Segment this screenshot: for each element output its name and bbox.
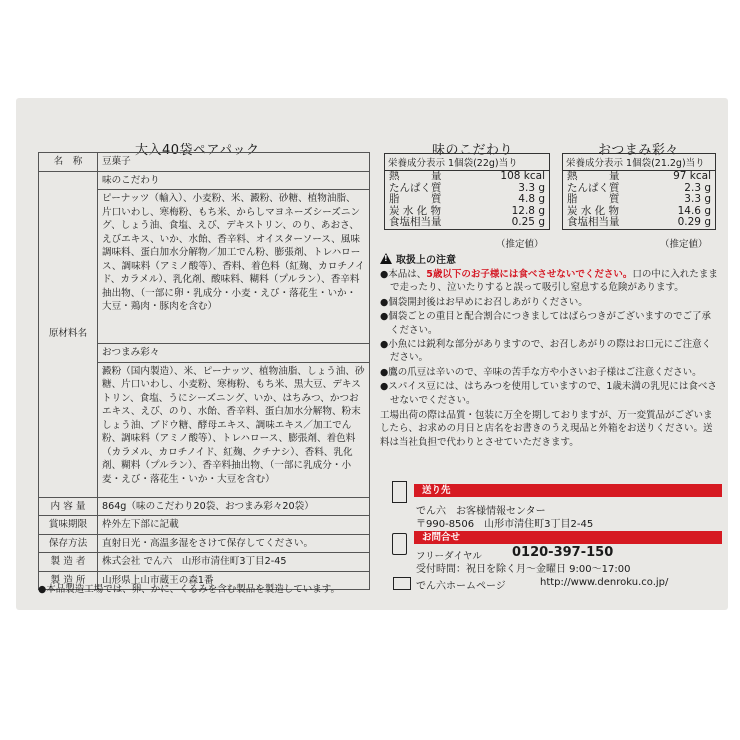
- sub2-ingredients: 澱粉（国内製造）、米、ピーナッツ、植物油脂、しょう油、砂糖、片口いわし、小麦粉、寒梅粉、もち米、黒大豆、デキストリン、食塩、うにシーズニング、いか、はちみつ、かつおエキス、えび、のり、水飴、香辛料、蛋白加水分解物、粉末しょう油、ブドウ糖、酵母エキス、調味エキス／加工でん粉、調味料（アミノ酸等）、トレハロース、膨張剤、着色料（カラメル、カロチノイド、紅麹、クチナシ）、香料、乳化剤、糊料（プルラン）、香辛料抽出物、（一部に乳成分・小麦・えび・落花生・いか・大豆を含む）: [102, 365, 365, 485]
- maker-label: 製 造 者: [39, 553, 98, 572]
- freedial-label: フリーダイヤル: [416, 551, 482, 562]
- name-label: 名 称: [39, 153, 98, 172]
- expiry-label: 賞味期限: [39, 516, 98, 535]
- warning-item: ●個袋ごとの重目と配合割合につきましてはばらつきがございますのでご了承ください。: [380, 311, 712, 336]
- factory-value: 山形県上山市蔵王の森1番: [98, 571, 370, 590]
- flavor2-title: おつまみ彩々: [598, 143, 679, 158]
- warning-title: 取扱上の注意: [396, 255, 456, 266]
- homepage-label: でん六ホームページ: [416, 581, 506, 592]
- factory-label: 製 造 所: [39, 571, 98, 590]
- phone-number: 0120-397-150: [512, 545, 614, 560]
- n1-row-label: 熱 量: [389, 170, 442, 182]
- flavor1-title: 味のこだわり: [432, 143, 514, 158]
- n1-row-label: たんぱく質: [389, 181, 442, 194]
- nutrition2-header: 栄養成分表示 1個袋(21.2g)当り: [563, 154, 715, 171]
- n1-row-value: 0.25 g: [511, 216, 545, 229]
- nutrition2-note: （推定値）: [660, 239, 708, 250]
- n2-row-label: 脂 質: [567, 193, 620, 206]
- storage-value: 直射日光・高温多湿をさけて保存してください。: [98, 534, 370, 553]
- warning-header: [380, 251, 720, 266]
- shipping-note: 工場出荷の際は品質・包装に万全を期しておりますが、万一変質品がございましたら、お求めの月日と店名をお書きのうえ現品と外箱をお送りください。送料は当社負担で代わりとさせていただきます。: [380, 410, 713, 448]
- warning-item: ●鷹の爪豆は辛いので、辛味の苦手な方や小さいお子様はご注意ください。: [380, 366, 702, 378]
- warning-item: ●スパイス豆には、はちみつを使用していますので、1歳未満の乳児には食べさせないでください。: [380, 381, 717, 406]
- n2-row-value: 3.3 g: [684, 193, 711, 206]
- n2-row-value: 14.6 g: [677, 204, 711, 217]
- storage-label: 保存方法: [39, 534, 98, 553]
- n1-row-label: 食塩相当量: [389, 216, 442, 229]
- warning-item: ●小魚には鋭利な部分がありますので、お召しあがりの際はお口元にご注意ください。: [380, 339, 712, 364]
- n2-row-value: 2.3 g: [684, 181, 711, 194]
- name-value: 豆菓子: [98, 153, 370, 172]
- handling-warnings: [380, 251, 720, 449]
- sub2-title: おつまみ彩々: [98, 344, 369, 363]
- office-hours: 受付時間：祝日を除く月～金曜日 9:00～17:00: [416, 564, 631, 575]
- sub1-title: 味のこだわり: [98, 172, 369, 191]
- n2-row-label: 炭 水 化 物: [567, 204, 620, 217]
- nutrition-box-1: [384, 153, 550, 230]
- warning-item: ●本品は、5歳以下のお子様には食べさせないでください。口の中に入れたままで走ったり、泣いたりすると誤って吸引し窒息する危険があります。: [380, 269, 718, 294]
- nutrition1-note: （推定値）: [496, 239, 544, 250]
- phone-icon: [392, 533, 407, 555]
- n1-row-label: 脂 質: [389, 193, 442, 206]
- main-title: 大入40袋ペアパック: [135, 143, 260, 158]
- n2-row-label: たんぱく質: [567, 181, 620, 194]
- maker-value: 株式会社 でん六 山形市清住町3丁目2-45: [98, 553, 370, 572]
- nutrition1-header: 栄養成分表示 1個袋(22g)当り: [385, 154, 549, 171]
- monitor-icon: [393, 577, 411, 590]
- inquiry-bar: お問合せ: [414, 531, 722, 544]
- n1-row-value: 3.3 g: [518, 181, 545, 194]
- center-address: 〒990-8506 山形市清住町3丁目2-45: [416, 519, 594, 530]
- n1-row-value: 4.8 g: [518, 193, 545, 206]
- envelope-icon: [392, 481, 407, 503]
- n2-row-label: 熱 量: [567, 170, 620, 182]
- n2-row-label: 食塩相当量: [567, 216, 620, 229]
- homepage-url[interactable]: http://www.denroku.co.jp/: [540, 577, 669, 588]
- send-to-bar: 送り先: [414, 484, 722, 497]
- factory-footnote: ●本品製造工場では、卵、かに、くるみを含む製品を製造しています。: [38, 584, 341, 595]
- content-label: 内 容 量: [39, 497, 98, 516]
- n1-row-value: 12.8 g: [511, 204, 545, 217]
- n2-row-value: 0.29 g: [677, 216, 711, 229]
- n2-row-value: 97 kcal: [673, 170, 711, 182]
- n1-row-label: 炭 水 化 物: [389, 204, 442, 217]
- center-name: でん六 お客様情報センター: [416, 506, 546, 517]
- warning-triangle-icon: [380, 253, 392, 264]
- content-value: 864g（味のこだわり20袋、おつまみ彩々20袋）: [98, 497, 370, 516]
- expiry-value: 枠外左下部に記載: [98, 516, 370, 535]
- ingredients-label: 原材料名: [39, 171, 98, 497]
- warning-item: ●個袋開封後はお早めにお召しあがりください。: [380, 296, 588, 308]
- sub1-ingredients: ピーナッツ（輸入）、小麦粉、米、澱粉、砂糖、植物油脂、片口いわし、寒梅粉、もち米、からしマヨネーズシーズニング、しょう油、食塩、えび、デキストリン、のり、あおさ、えびエキス、いか、水飴、香辛料、オイスターソース、風味調味料、蛋白加水分解物／加工でん粉、膨張剤、トレハロース、調味料（アミノ酸等）、香料、着色料（紅麹、カロチノイド、カラメル）、乳化剤、酸味料、糊料（プルラン）、香辛料抽出物、（一部に卵・乳成分・小麦・えび・落花生・いか・大豆・鶏肉・豚肉を含む）: [98, 190, 369, 344]
- product-info-table: [38, 152, 370, 590]
- nutrition-box-2: [562, 153, 716, 230]
- n1-row-value: 108 kcal: [500, 170, 545, 182]
